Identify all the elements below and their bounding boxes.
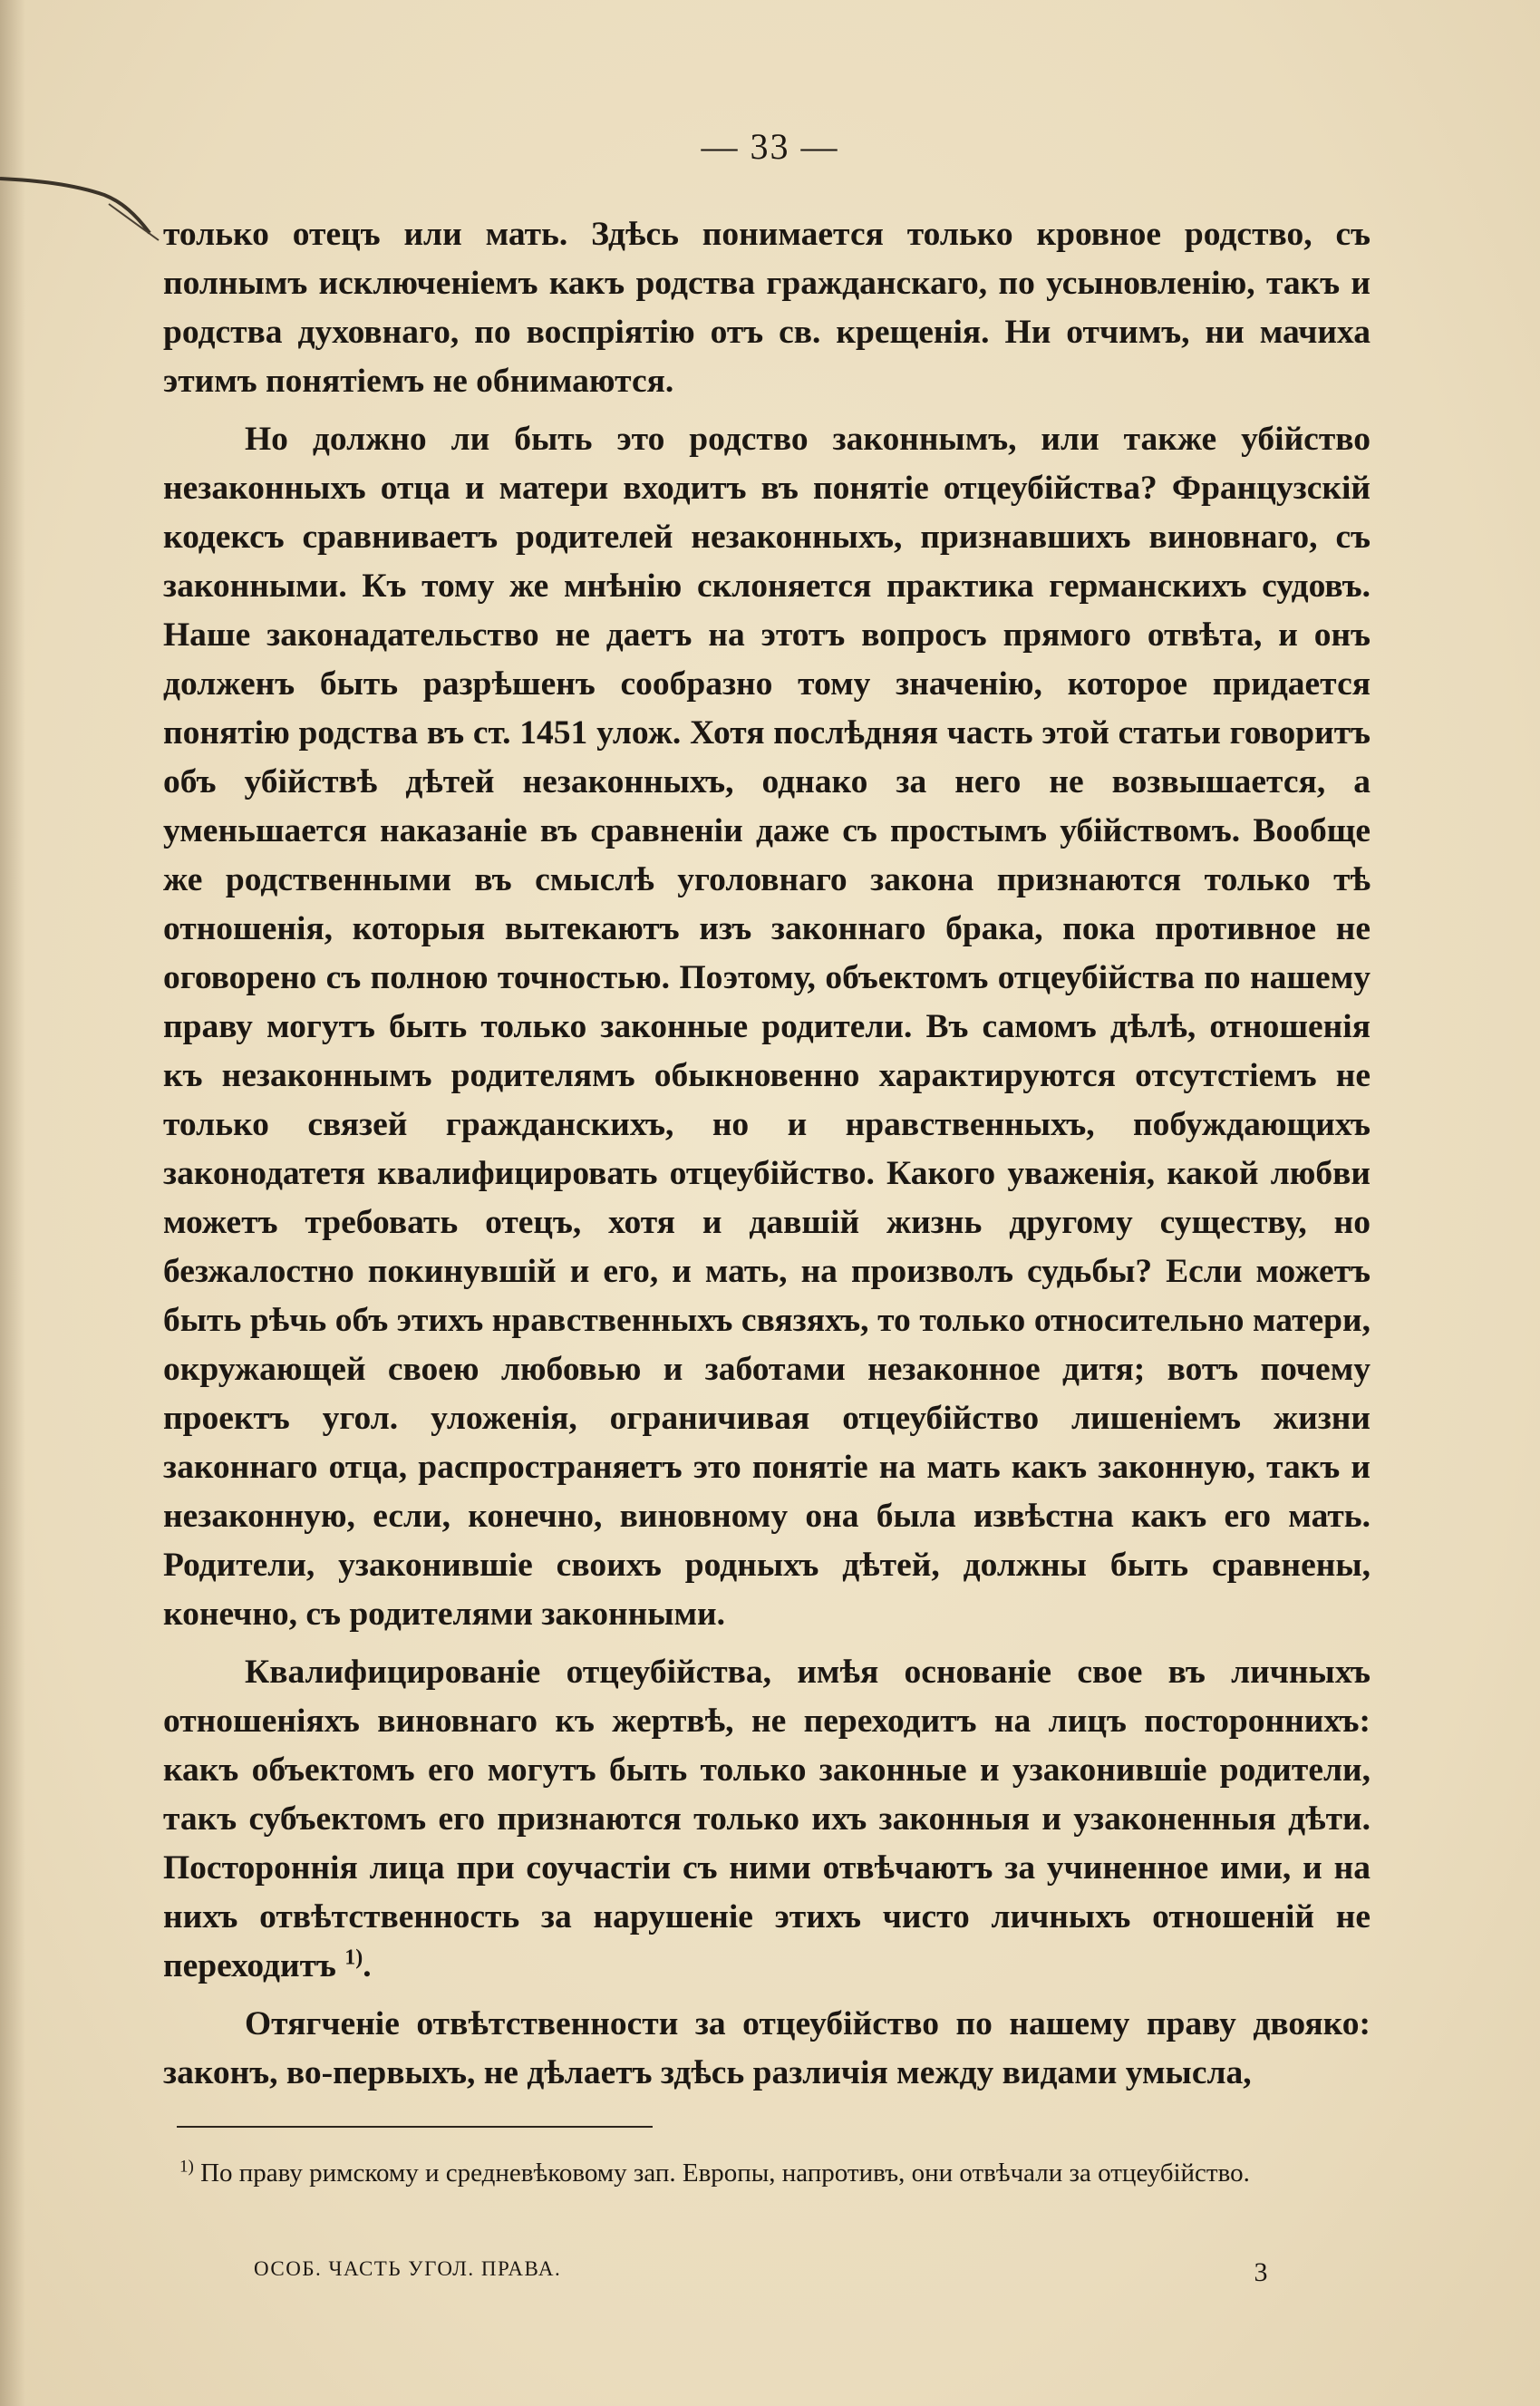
- paragraph-text: Квалифицированіе отцеубійства, имѣя основаніе свое въ личныхъ отношеніяхъ виновнаго къ жертвѣ, не переходитъ на лицъ постороннихъ: какъ объектомъ его могутъ быть только законные и узаконившіе родители, такъ субъектомъ его признаются только ихъ законныя и узаконенныя дѣти. Постороннія лица при соучастіи съ ними отвѣчаютъ за учиненное ими, и на нихъ отвѣтственность за нарушеніе этихъ чисто личныхъ отношеній не переходитъ: [163, 1654, 1371, 1984]
- signature-sheet-number: 3: [1254, 2257, 1269, 2287]
- paragraph: Но должно ли быть это родство законнымъ, или также убійство незаконныхъ отца и матери входитъ въ понятіе отцеубійства? Французскій кодексъ сравниваетъ родителей незаконныхъ, признавшихъ виновнаго, съ законными. Къ тому же мнѣнію склоняется практика германскихъ судовъ. Наше законадательство не даетъ на этотъ вопросъ прямого отвѣта, и онъ долженъ быть разрѣшенъ сообразно тому значенію, которое придается понятію родства въ ст. 1451 улож. Хотя послѣдняя часть этой статьи говоритъ объ убійствѣ дѣтей незаконныхъ, однако за него не возвышается, а уменьшается наказаніе въ сравненіи даже съ простымъ убійствомъ. Вообще же родственными въ смыслѣ уголовнаго закона признаются только тѣ отношенія, которыя вытекаютъ изъ законнаго брака, пока противное не оговорено съ полною точностью. Поэтому, объектомъ отцеубійства по нашему праву могутъ быть только законные родители. Въ самомъ дѣлѣ, отношенія къ незаконнымъ родителямъ обыкновенно характируются отсутстіемъ не только связей гражданскихъ, но и нравственныхъ, побуждающихъ законодатетя квалифицировать отцеубійство. Какого уваженія, какой любви можетъ требовать отецъ, хотя и давшій жизнь другому существу, но безжалостно покинувшій и его, и мать, на произволъ судьбы? Если можетъ быть рѣчь объ этихъ нравственныхъ связяхъ, то только относительно матери, окружающей своею любовью и заботами незаконное дитя; вотъ почему проектъ угол. уложенія, ограничивая отцеубійство лишеніемъ жизни законнаго отца, распространяетъ это понятіе на мать какъ законную, такъ и незаконную, если, конечно, виновному она была извѣстна какъ его мать. Родители, узаконившіе своихъ родныхъ дѣтей, должны быть сравнены, конечно, съ родителями законными.: [163, 421, 1371, 1633]
- paragraph: Отягченіе отвѣтственности за отцеубійство по нашему праву двояко: законъ, во-первыхъ, не дѣлаетъ здѣсь различія между видами умысла,: [163, 2005, 1371, 2091]
- body-text: [163, 210, 1371, 2098]
- signature-title: ОСОБ. ЧАСТЬ УГОЛ. ПРАВА.: [254, 2257, 562, 2280]
- footnote: [179, 2154, 1372, 2193]
- footnote-mark: 1): [179, 2157, 194, 2177]
- paragraph: только отецъ или мать. Здѣсь понимается только кровное родство, съ полнымъ исключеніемъ какъ родства гражданскаго, по усыновленію, такъ и родства духовнаго, по воспріятію отъ св. крещенія. Ни отчимъ, ни мачиха этимъ понятіемъ не обнимаются.: [163, 216, 1371, 400]
- footnote-text: По праву римскому и средневѣковому зап. Европы, напротивъ, они отвѣчали за отцеубійство.: [193, 2159, 1250, 2188]
- paragraph-tail: .: [363, 1947, 372, 1984]
- printer-signature: [254, 2257, 1269, 2294]
- paragraph: [163, 1648, 1371, 1991]
- footnote-reference: 1): [344, 1945, 363, 1970]
- pencil-mark-icon: [0, 168, 181, 249]
- footnote-divider: [177, 2126, 653, 2128]
- page-number: — 33 —: [701, 126, 839, 167]
- page-edge-shadow: [0, 0, 25, 2406]
